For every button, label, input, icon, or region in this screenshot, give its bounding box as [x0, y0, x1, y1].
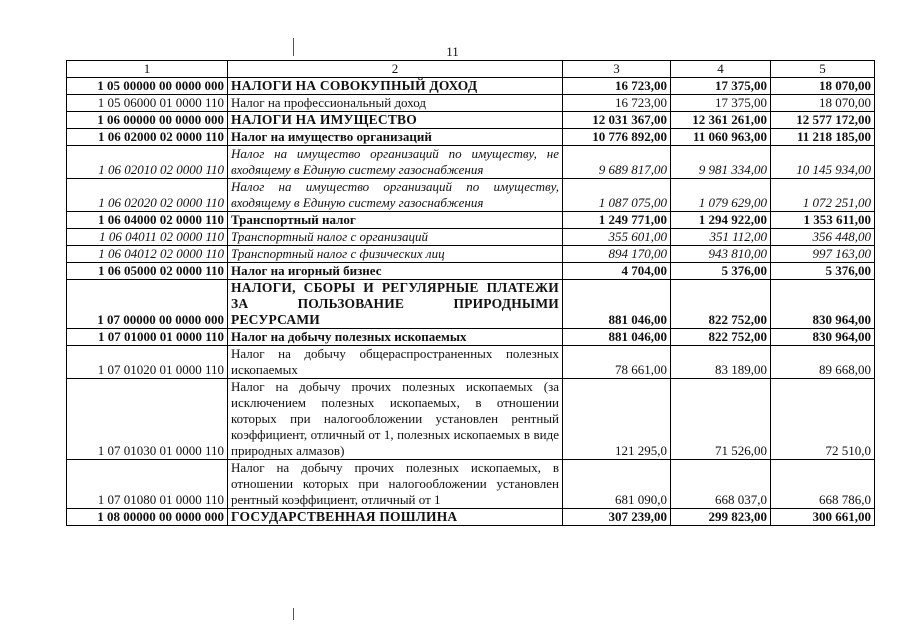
- header-col-4: 4: [671, 61, 771, 78]
- table-row: [67, 179, 875, 212]
- value-col-3-cell: 307 239,00: [563, 509, 671, 526]
- classification-code-cell: 1 06 02020 02 0000 110: [67, 179, 228, 212]
- value-col-4-cell: 1 079 629,00: [671, 179, 771, 212]
- revenue-name-cell: ГОСУДАРСТВЕННАЯ ПОШЛИНА: [228, 509, 563, 526]
- table-row: [67, 280, 875, 329]
- table-row: [67, 246, 875, 263]
- scan-mark-bottom: [293, 608, 294, 620]
- value-col-5-cell: 997 163,00: [771, 246, 875, 263]
- table-row: [67, 129, 875, 146]
- revenue-name-cell: НАЛОГИ НА СОВОКУПНЫЙ ДОХОД: [228, 78, 563, 95]
- table-row: [67, 212, 875, 229]
- classification-code-cell: 1 06 04012 02 0000 110: [67, 246, 228, 263]
- table-row: [67, 346, 875, 379]
- classification-code-cell: 1 06 02010 02 0000 110: [67, 146, 228, 179]
- value-col-4-cell: 299 823,00: [671, 509, 771, 526]
- value-col-4-cell: 71 526,00: [671, 379, 771, 460]
- table-row: [67, 112, 875, 129]
- value-col-5-cell: 18 070,00: [771, 95, 875, 112]
- revenue-name-cell: Транспортный налог с физических лиц: [228, 246, 563, 263]
- table-row: [67, 263, 875, 280]
- revenue-name-cell: Налог на добычу полезных ископаемых: [228, 329, 563, 346]
- value-col-4-cell: 9 981 334,00: [671, 146, 771, 179]
- classification-code-cell: 1 07 01000 01 0000 110: [67, 329, 228, 346]
- value-col-5-cell: 668 786,0: [771, 460, 875, 509]
- header-col-3: 3: [563, 61, 671, 78]
- table-row: [67, 379, 875, 460]
- table-row: [67, 146, 875, 179]
- value-col-5-cell: 5 376,00: [771, 263, 875, 280]
- value-col-3-cell: 681 090,0: [563, 460, 671, 509]
- value-col-3-cell: 16 723,00: [563, 95, 671, 112]
- value-col-3-cell: 78 661,00: [563, 346, 671, 379]
- table-row: [67, 78, 875, 95]
- value-col-5-cell: 1 072 251,00: [771, 179, 875, 212]
- table-row: [67, 460, 875, 509]
- value-col-3-cell: 1 087 075,00: [563, 179, 671, 212]
- table-row: [67, 95, 875, 112]
- header-col-2: 2: [228, 61, 563, 78]
- value-col-3-cell: 881 046,00: [563, 280, 671, 329]
- header-row: [67, 61, 875, 78]
- value-col-3-cell: 10 776 892,00: [563, 129, 671, 146]
- value-col-3-cell: 1 249 771,00: [563, 212, 671, 229]
- value-col-5-cell: 830 964,00: [771, 329, 875, 346]
- classification-code-cell: 1 07 00000 00 0000 000: [67, 280, 228, 329]
- classification-code-cell: 1 07 01030 01 0000 110: [67, 379, 228, 460]
- revenue-name-cell: Транспортный налог с организаций: [228, 229, 563, 246]
- classification-code-cell: 1 05 06000 01 0000 110: [67, 95, 228, 112]
- revenue-name-cell: НАЛОГИ НА ИМУЩЕСТВО: [228, 112, 563, 129]
- value-col-4-cell: 83 189,00: [671, 346, 771, 379]
- value-col-4-cell: 12 361 261,00: [671, 112, 771, 129]
- value-col-5-cell: 300 661,00: [771, 509, 875, 526]
- value-col-4-cell: 668 037,0: [671, 460, 771, 509]
- value-col-5-cell: 18 070,00: [771, 78, 875, 95]
- page-number: 11: [446, 44, 459, 59]
- classification-code-cell: 1 07 01020 01 0000 110: [67, 346, 228, 379]
- value-col-3-cell: 4 704,00: [563, 263, 671, 280]
- value-col-4-cell: 17 375,00: [671, 78, 771, 95]
- classification-code-cell: 1 06 00000 00 0000 000: [67, 112, 228, 129]
- value-col-3-cell: 881 046,00: [563, 329, 671, 346]
- table-row: [67, 329, 875, 346]
- value-col-3-cell: 16 723,00: [563, 78, 671, 95]
- table-row: [67, 229, 875, 246]
- classification-code-cell: 1 06 05000 02 0000 110: [67, 263, 228, 280]
- budget-revenue-table: [66, 60, 875, 526]
- revenue-name-cell: Транспортный налог: [228, 212, 563, 229]
- value-col-5-cell: 12 577 172,00: [771, 112, 875, 129]
- revenue-name-cell: Налог на профессиональный доход: [228, 95, 563, 112]
- revenue-name-cell: Налог на имущество организаций: [228, 129, 563, 146]
- value-col-5-cell: 11 218 185,00: [771, 129, 875, 146]
- header-col-1: 1: [67, 61, 228, 78]
- revenue-name-cell: Налог на добычу прочих полезных ископаемых, в отношении которых при налогообложении установлен рентный коэффициент, отличный от 1: [228, 460, 563, 509]
- revenue-name-cell: Налог на имущество организаций по имуществу, входящему в Единую систему газоснабжения: [228, 179, 563, 212]
- classification-code-cell: 1 06 04011 02 0000 110: [67, 229, 228, 246]
- classification-code-cell: 1 06 02000 02 0000 110: [67, 129, 228, 146]
- value-col-4-cell: 17 375,00: [671, 95, 771, 112]
- value-col-5-cell: 356 448,00: [771, 229, 875, 246]
- value-col-5-cell: 72 510,0: [771, 379, 875, 460]
- value-col-4-cell: 5 376,00: [671, 263, 771, 280]
- value-col-4-cell: 822 752,00: [671, 329, 771, 346]
- classification-code-cell: 1 08 00000 00 0000 000: [67, 509, 228, 526]
- value-col-3-cell: 9 689 817,00: [563, 146, 671, 179]
- value-col-3-cell: 894 170,00: [563, 246, 671, 263]
- value-col-3-cell: 355 601,00: [563, 229, 671, 246]
- revenue-name-cell: Налог на добычу прочих полезных ископаемых (за исключением полезных ископаемых, в отношении которых при налогообложении установлен рентный коэффициент, отличный от 1, полезных ископаемых в виде природных алмазов): [228, 379, 563, 460]
- value-col-3-cell: 12 031 367,00: [563, 112, 671, 129]
- value-col-5-cell: 89 668,00: [771, 346, 875, 379]
- table-row: [67, 509, 875, 526]
- value-col-5-cell: 1 353 611,00: [771, 212, 875, 229]
- value-col-3-cell: 121 295,0: [563, 379, 671, 460]
- value-col-4-cell: 1 294 922,00: [671, 212, 771, 229]
- value-col-4-cell: 351 112,00: [671, 229, 771, 246]
- value-col-4-cell: 822 752,00: [671, 280, 771, 329]
- revenue-name-cell: Налог на добычу общераспространенных полезных ископаемых: [228, 346, 563, 379]
- value-col-5-cell: 10 145 934,00: [771, 146, 875, 179]
- classification-code-cell: 1 07 01080 01 0000 110: [67, 460, 228, 509]
- header-col-5: 5: [771, 61, 875, 78]
- value-col-5-cell: 830 964,00: [771, 280, 875, 329]
- value-col-4-cell: 943 810,00: [671, 246, 771, 263]
- revenue-name-cell: НАЛОГИ, СБОРЫ И РЕГУЛЯРНЫЕ ПЛАТЕЖИ ЗА ПОЛЬЗОВАНИЕ ПРИРОДНЫМИ РЕСУРСАМИ: [228, 280, 563, 329]
- revenue-name-cell: Налог на игорный бизнес: [228, 263, 563, 280]
- revenue-name-cell: Налог на имущество организаций по имуществу, не входящему в Единую систему газоснабжения: [228, 146, 563, 179]
- classification-code-cell: 1 06 04000 02 0000 110: [67, 212, 228, 229]
- classification-code-cell: 1 05 00000 00 0000 000: [67, 78, 228, 95]
- value-col-4-cell: 11 060 963,00: [671, 129, 771, 146]
